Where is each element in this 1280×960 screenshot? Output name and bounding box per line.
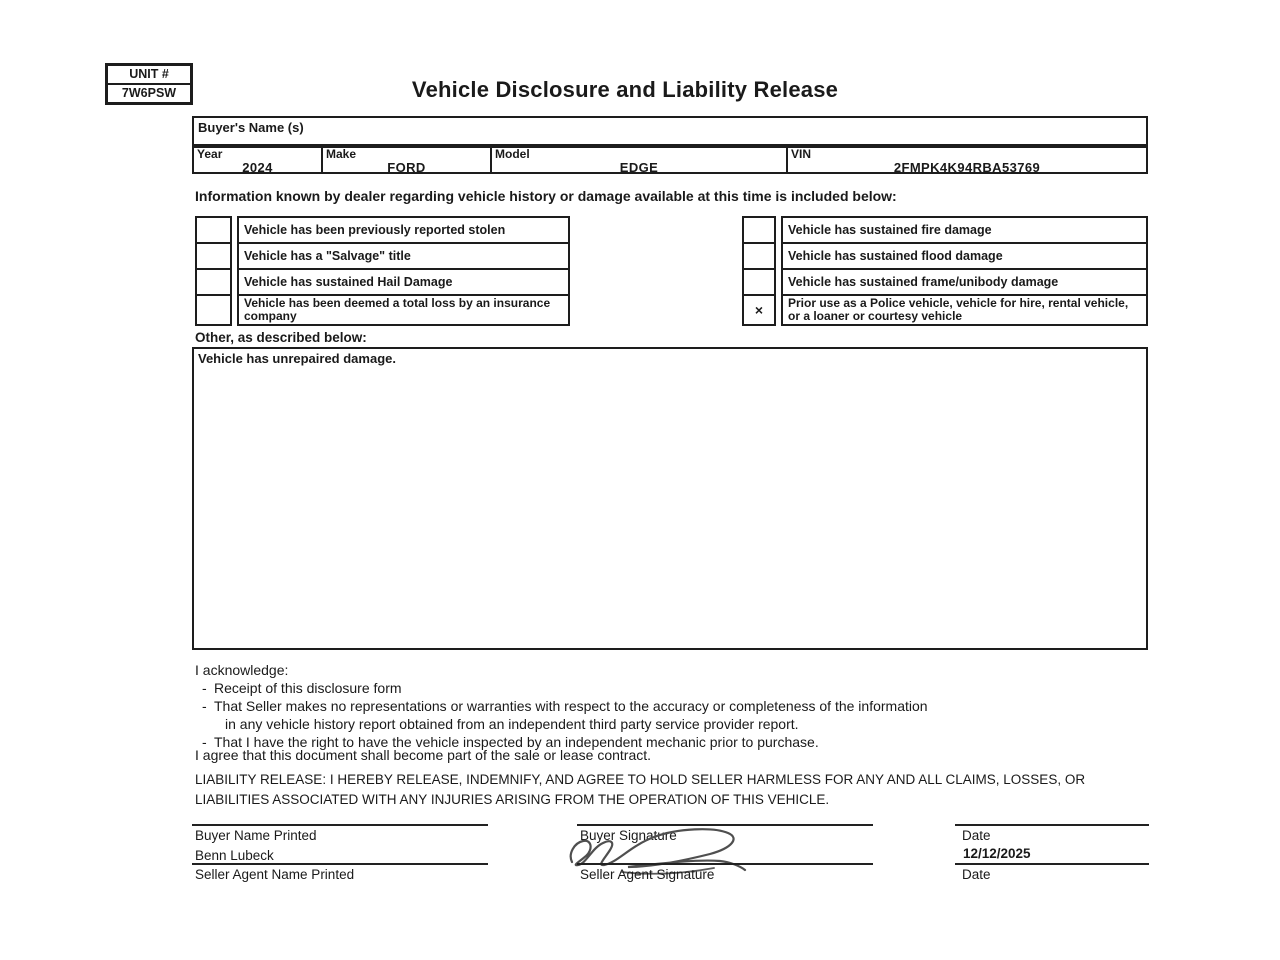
bullet-dash: -: [202, 734, 207, 750]
seller-agent-name-line: [192, 863, 488, 865]
other-description-box: [192, 347, 1148, 650]
disclosure-item-flood: Vehicle has sustained flood damage: [783, 242, 1146, 268]
checkbox-prior-use: ×: [744, 294, 774, 324]
disclosure-item-salvage: Vehicle has a "Salvage" title: [239, 242, 568, 268]
model-value: EDGE: [619, 160, 659, 176]
checkbox-frame-damage: [744, 268, 774, 294]
disclosure-item-prior-use: Prior use as a Police vehicle, vehicle for hire, rental vehicle, or a loaner or courtesy vehicle: [783, 294, 1146, 324]
acknowledgment-section: [195, 661, 1075, 751]
model-cell: [490, 147, 786, 176]
seller-date-label: Date: [962, 867, 991, 882]
checkbox-flood-damage: [744, 242, 774, 268]
unit-number-box: [105, 63, 193, 105]
unit-number-label: UNIT #: [108, 66, 190, 85]
acknowledge-item-continuation: in any vehicle history report obtained from an independent third party service provider report.: [225, 716, 799, 732]
left-checkbox-column: [195, 216, 232, 326]
acknowledge-item: - That I have the right to have the vehicle inspected by an independent mechanic prior to purchase.: [202, 734, 819, 750]
year-label: Year: [197, 147, 223, 161]
other-description-text: Vehicle has unrepaired damage.: [198, 351, 396, 366]
disclosure-item-fire: Vehicle has sustained fire damage: [788, 223, 992, 237]
liability-release-text: LIABILITY RELEASE: I HEREBY RELEASE, INDEMNIFY, AND AGREE TO HOLD SELLER HARMLESS FOR ANY AND ALL CLAIMS, LOSSES, OR LIABILITIES ASSOCIATED WITH ANY INJURIES ARISING FROM THE OPERATION OF THIS VEHICLE.: [195, 772, 1086, 807]
unit-number-value: 7W6PSW: [121, 86, 177, 100]
checkbox-total-loss: [197, 294, 230, 324]
year-value: 2024: [242, 160, 273, 176]
vin-value: 2FMPK4K94RBA53769: [893, 160, 1041, 176]
bullet-dash: -: [202, 698, 207, 714]
checkbox-salvage-title: [197, 242, 230, 268]
left-disclosure-list: [237, 216, 570, 326]
seller-agent-signature-label: Seller Agent Signature: [580, 867, 715, 882]
agreement-statement: I agree that this document shall become part of the sale or lease contract.: [195, 747, 652, 763]
vin-cell: [786, 147, 1146, 176]
vehicle-info-row: [192, 146, 1148, 174]
buyer-date-line: [955, 824, 1149, 826]
buyer-name-line: [192, 824, 488, 826]
disclosure-item-stolen: Vehicle has been previously reported stolen: [244, 223, 506, 237]
seller-agent-signature-line: [577, 863, 873, 865]
checkbox-fire-damage: [744, 218, 774, 242]
right-disclosure-list: [781, 216, 1148, 326]
model-label: Model: [495, 147, 530, 161]
acknowledge-item: - That Seller makes no representations or warranties with respect to the accuracy or completeness of the information: [202, 698, 928, 714]
buyer-name-label: Buyer Name Printed: [195, 828, 317, 843]
vin-label: VIN: [791, 147, 812, 161]
disclosure-item-total-loss: Vehicle has been deemed a total loss by an insurance company: [239, 294, 568, 324]
seller-agent-name-value: Benn Lubeck: [195, 848, 274, 863]
acknowledge-item: - Receipt of this disclosure form: [202, 680, 402, 696]
bullet-dash: -: [202, 680, 207, 696]
disclosure-item-frame: Vehicle has sustained frame/unibody damage: [783, 268, 1146, 294]
make-cell: [321, 147, 490, 176]
checkbox-hail-damage: [197, 268, 230, 294]
right-checkbox-column: [742, 216, 776, 326]
seller-date-line: [955, 863, 1149, 865]
other-section-label: Other, as described below:: [195, 330, 367, 345]
buyer-name-field: [192, 116, 1148, 146]
buyer-signature-label: Buyer Signature: [580, 828, 677, 843]
buyer-name-label: Buyer's Name (s): [198, 120, 304, 135]
year-cell: [194, 147, 321, 176]
make-value: FORD: [387, 160, 426, 176]
disclosure-item-hail: Vehicle has sustained Hail Damage: [239, 268, 568, 294]
disclosure-instruction: Information known by dealer regarding vehicle history or damage available at this time is included below:: [195, 188, 897, 204]
form-title: Vehicle Disclosure and Liability Release: [411, 77, 839, 102]
seller-date-value: 12/12/2025: [963, 846, 1031, 861]
seller-agent-name-label: Seller Agent Name Printed: [195, 867, 355, 882]
acknowledge-heading: I acknowledge:: [195, 662, 289, 678]
make-label: Make: [326, 147, 357, 161]
checkbox-reported-stolen: [197, 218, 230, 242]
buyer-date-label: Date: [962, 828, 991, 843]
